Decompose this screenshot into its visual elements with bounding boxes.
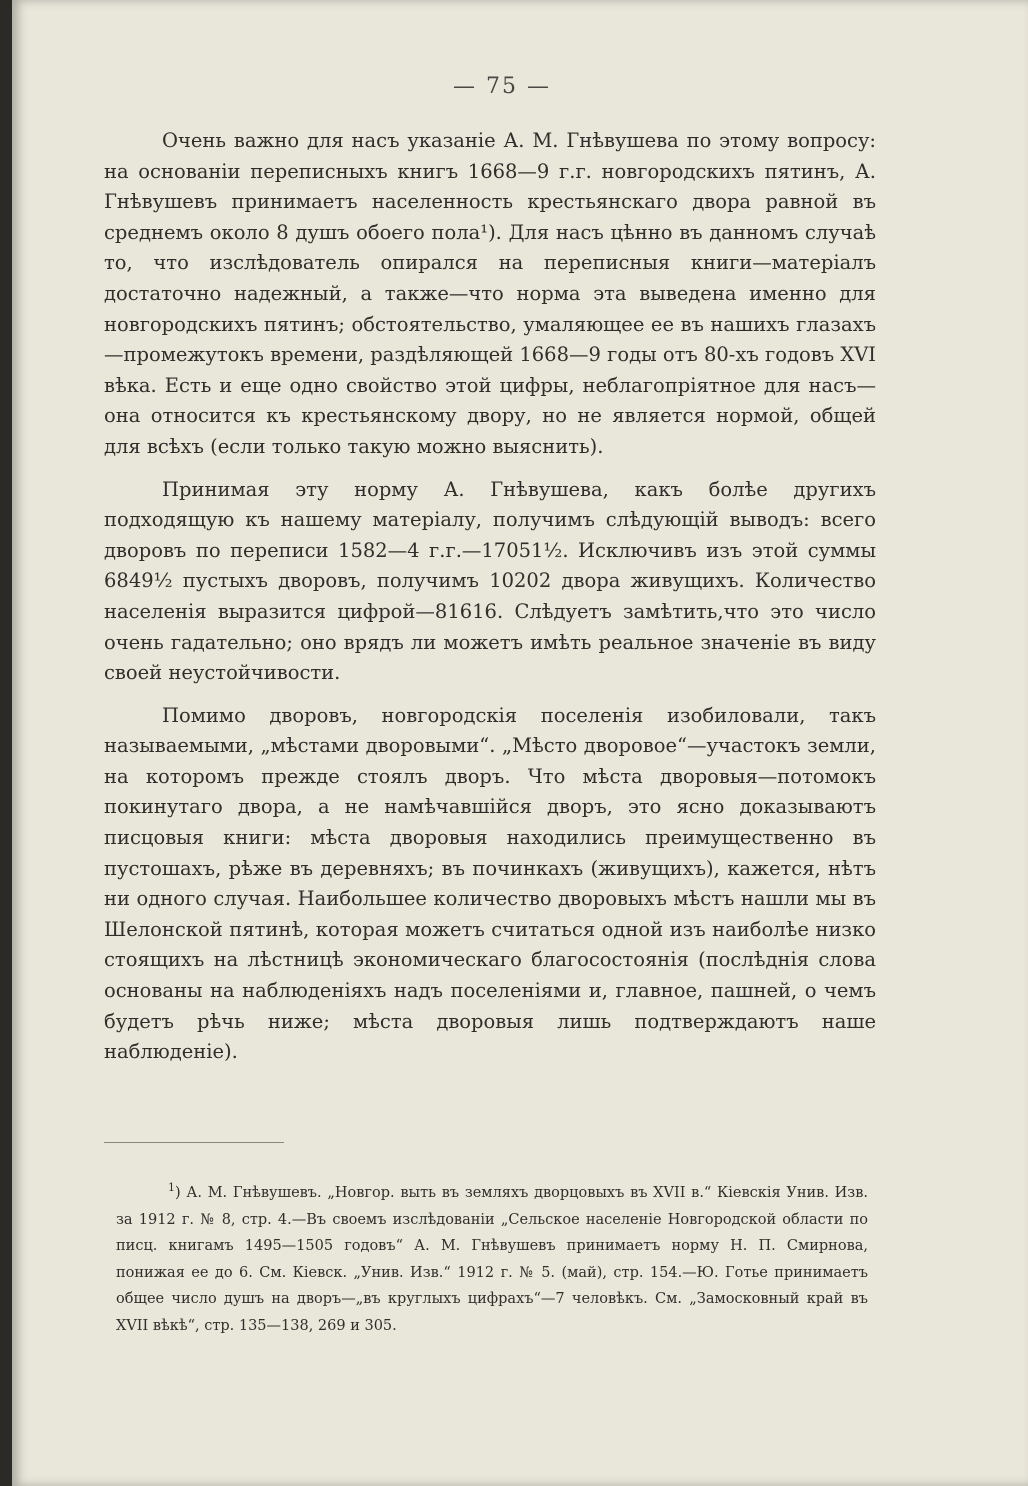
paragraph-3: Помимо дворовъ, новгородскія поселенія изобиловали, такъ называемыми, „мѣстами дворовыми“. „Мѣсто дворовое“—участокъ земли, на которомъ прежде стоялъ дворъ. Что мѣста дворовыя—потомокъ покинутаго двора, а не намѣчавшійся дворъ, это ясно доказываютъ писцовыя книги: мѣста дворовыя находились преимущественно въ пустошахъ, рѣже въ деревняхъ; въ починкахъ (живущихъ), кажется, нѣтъ ни одного случая. Наибольшее количество дворовыхъ мѣстъ нашли мы въ Шелонской пятинѣ, которая можетъ считаться одной изъ наиболѣе низко стоящихъ на лѣстницѣ экономическаго благосостоянія (послѣднія слова основаны на наблюденіяхъ надъ поселеніями и, главное, пашней, о чемъ будетъ рѣчь ниже; мѣста дворовыя лишь подтверждаютъ наше наблюденіе).	[104, 703, 876, 1064]
page-number: — 75 —	[453, 74, 551, 99]
footnote-divider	[104, 1142, 284, 1143]
paragraph-2: Принимая эту норму А. Гнѣвушева, какъ болѣе другихъ подходящую къ нашему матеріалу, получимъ слѣдующій выводъ: всего дворовъ по переписи 1582—4 г.г.—17051½. Исключивъ изъ этой суммы 6849½ пустыхъ дворовъ, получимъ 10202 двора живущихъ. Количество населенія выразится цифрой—81616. Слѣдуетъ замѣтить,что это число очень гадательно; оно врядъ ли можетъ имѣть реальное значеніе въ виду своей неустойчивости.	[104, 477, 876, 685]
footnote	[116, 1180, 868, 1339]
footnote-paragraph	[116, 1180, 868, 1339]
footnote-mark: 1	[168, 1181, 175, 1195]
main-text	[104, 126, 876, 1080]
footnote-text: ) А. М. Гнѣвушевъ. „Новгор. выть въ земляхъ дворцовыхъ въ XVII в.“ Кіевскія Унив. Изв. за 1912 г. № 8, стр. 4.—Въ своемъ изслѣдованіи „Сельское населеніе Новгородской области по писц. книгамъ 1495—1505 годовъ“ А. М. Гнѣвушевъ принимаетъ норму Н. П. Смирнова, понижая ее до 6. См. Кіевск. „Унив. Изв.“ 1912 г. № 5. (май), стр. 154.—Ю. Готье принимаетъ общее число душъ на дворъ—„въ круглыхъ цифрахъ“—7 человѣкъ. См. „Замосковный край въ XVII вѣкѣ“, стр. 135—138, 269 и 305.	[116, 1185, 868, 1334]
book-page	[12, 0, 1028, 1486]
paragraph-1: Очень важно для насъ указаніе А. М. Гнѣвушева по этому вопросу: на основаніи переписныхъ книгъ 1668—9 г.г. новгородскихъ пятинъ, А. Гнѣвушевъ принимаетъ населенность крестьянскаго двора равной въ среднемъ около 8 душъ обоего пола¹). Для насъ цѣнно въ данномъ случаѣ то, что изслѣдователь опирался на переписныя книги—матеріалъ достаточно надежный, а также—что норма эта выведена именно для новгородскихъ пятинъ; обстоятельство, умаляющее ее въ нашихъ глазахъ—промежутокъ времени, раздѣляющей 1668—9 годы отъ 80-хъ годовъ XVI вѣка. Есть и еще одно свойство этой цифры, неблагопріятное для насъ—она относится къ крестьянскому двору, но не является нормой, общей для всѣхъ (если только такую можно выяснить).	[104, 129, 876, 458]
